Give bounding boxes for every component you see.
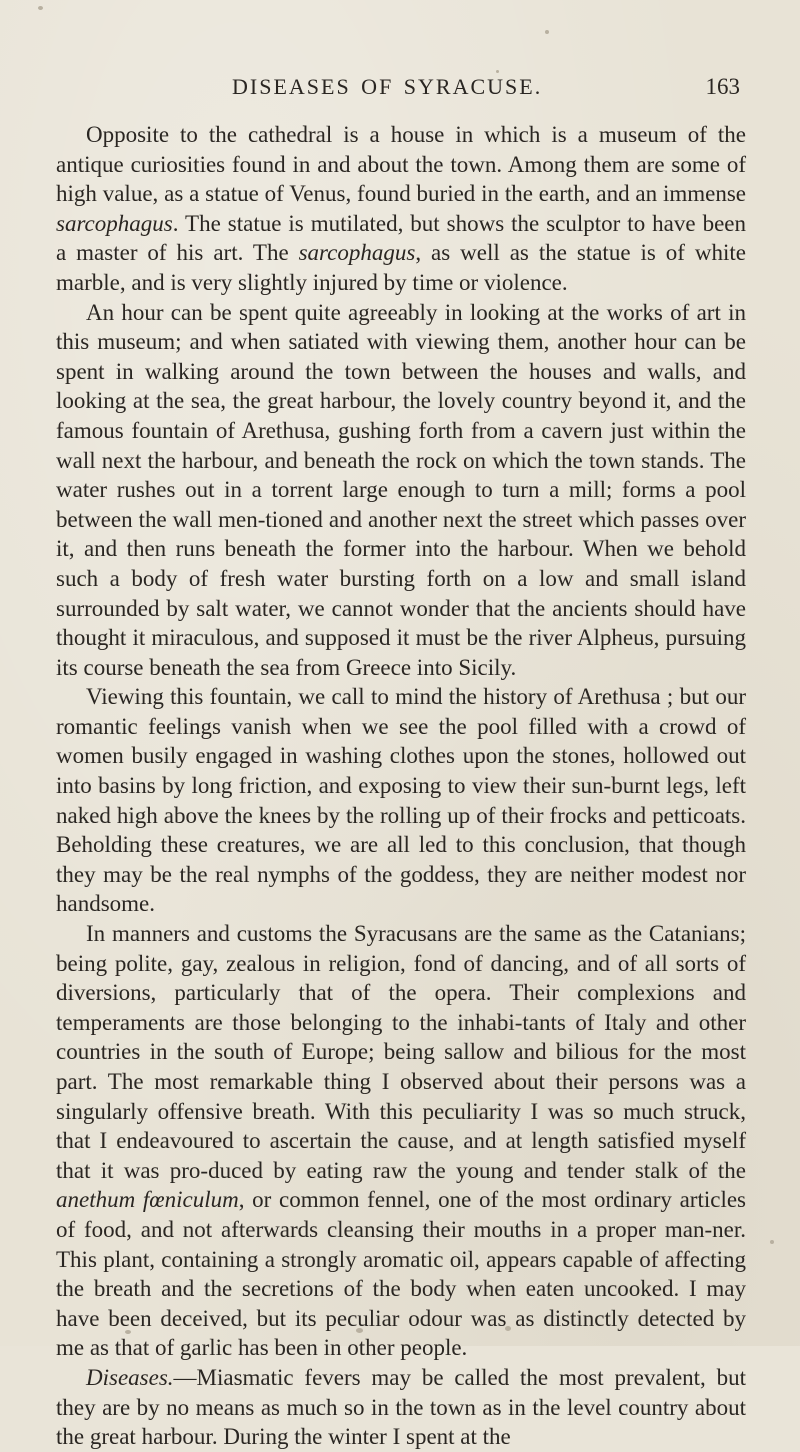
- italic-text: Diseases.: [86, 1364, 174, 1390]
- paragraph-text: , as well as the statue is of white marble, and is very slightly injured by time or violence.: [56, 240, 746, 295]
- paragraph-text: , or common fennel, one of the most ordinary articles of food, and not afterwards cleansing their mouths in a proper man-ner. This plant, containing a strongly aromatic oil, appears capable of affecting the breath and the secretions of the body when eaten uncooked. I may have been deceived, but its peculiar odour was as distinctly detected by me as that of garlic has been in other people.: [56, 1187, 746, 1361]
- italic-text: anethum fœniculum: [56, 1187, 239, 1213]
- paper-speck: [770, 1240, 774, 1244]
- paragraph-text: An hour can be spent quite agreeably in looking at the works of art in this museum; and when satiated with viewing them, another hour can be spent in walking around the town between the houses and walls, and looking at the sea, the great harbour, the lovely country beyond it, and the famous fountain of Arethusa, gushing forth from a cavern just within the wall next the harbour, and beneath the rock on which the town stands. The water rushes out in a torrent large enough to turn a mill; forms a pool between the wall men-tioned and another next the street which passes over it, and then runs beneath the former into the harbour. When we behold such a body of fresh water bursting forth on a low and small island surrounded by salt water, we cannot wonder that the ancients should have thought it miraculous, and supposed it must be the river Alpheus, pursuing its course beneath the sea from Greece into Sicily.: [56, 299, 746, 680]
- paragraph-text: In manners and customs the Syracusans are the same as the Catanians; being polite, gay, zealous in religion, fond of dancing, and of all sorts of diversions, particularly that of the opera. Their complexions and temperaments are those belonging to the inhabi-tants of Italy and other countries in the south of Europe; being sallow and bilious for the most part. The most remarkable thing I observed about their persons was a singularly offensive breath. With this peculiarity I was so much struck, that I endeavoured to ascertain the cause, and at length satisfied myself that it was pro-duced by eating raw the young and tender stalk of the: [56, 921, 746, 1183]
- italic-text: sarcophagus: [298, 240, 416, 266]
- paragraph: [56, 298, 746, 683]
- italic-text: sarcophagus: [56, 210, 173, 236]
- body-text: [56, 120, 746, 1452]
- paper-speck: [545, 30, 549, 34]
- page-header: [232, 74, 740, 108]
- paper-speck: [38, 6, 43, 10]
- paragraph-text: . The statue is mutilated, but shows the sculptor to have been a master of his art. The: [56, 210, 746, 266]
- running-head: DISEASES OF SYRACUSE.: [232, 74, 543, 99]
- paragraph: [56, 919, 746, 1363]
- paragraph-text: Viewing this fountain, we call to mind the history of Arethusa ; but our romantic feelings vanish when we see the pool filled with a crowd of women busily engaged in washing clothes upon the stones, hollowed out into basins by long friction, and exposing to view their sun-burnt legs, left naked high above the knees by the rolling up of their frocks and petticoats. Beholding these creatures, we are all led to this conclusion, that though they may be the real nymphs of the goddess, they are neither modest nor handsome.: [56, 684, 746, 917]
- paragraph-text: Opposite to the cathedral is a house in which is a museum of the antique curiosities found in and about the town. Among them are some of high value, as a statue of Venus, found buried in the earth, and an immense: [56, 122, 746, 207]
- page-number: 163: [705, 74, 740, 99]
- paper-speck: [496, 70, 499, 73]
- paragraph: [56, 1363, 746, 1452]
- paragraph-text: —Miasmatic fevers may be called the most prevalent, but they are by no means as much so in the town as in the level country about the great harbour. During the winter I spent at the: [56, 1364, 746, 1450]
- paragraph: [56, 682, 746, 919]
- paragraph: [56, 120, 746, 298]
